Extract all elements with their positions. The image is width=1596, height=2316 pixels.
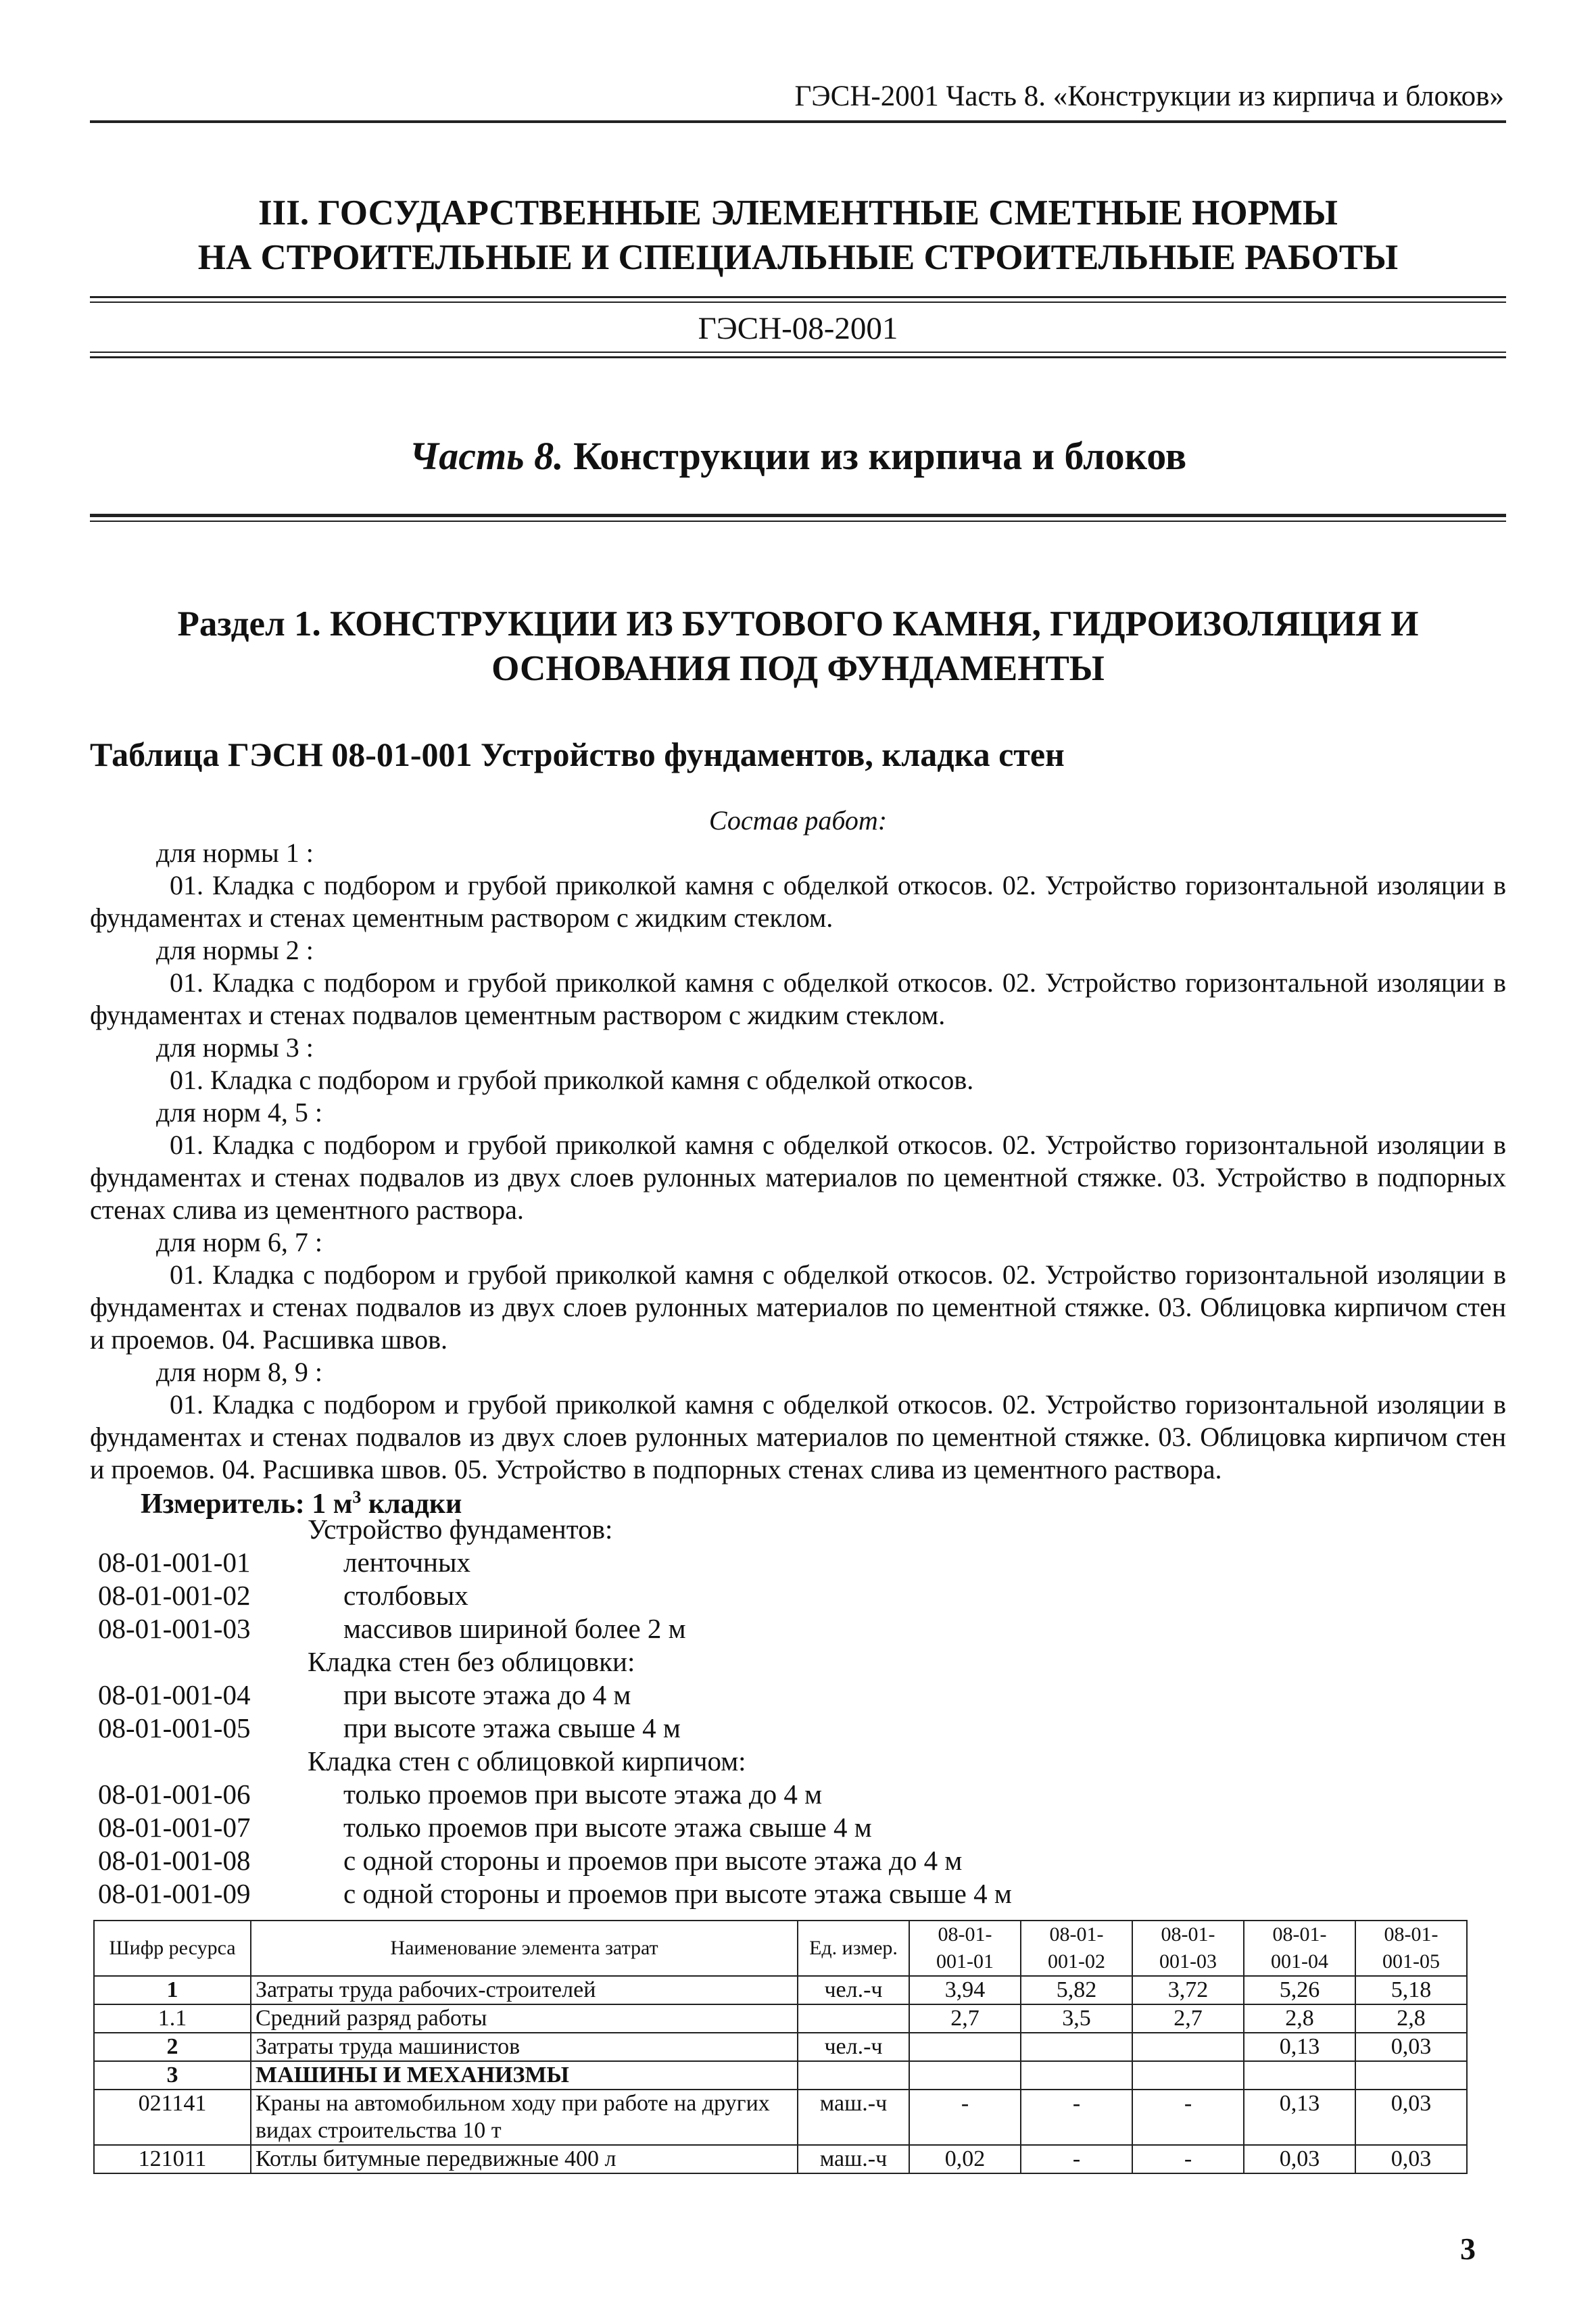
norm-block <box>90 837 1506 934</box>
header-name: Наименование элемента затрат <box>251 1921 798 1976</box>
header-norm-code: 001-03 <box>1159 1950 1217 1973</box>
norm-text: 01. Кладка с подбором и грубой приколкой камня с обделкой откосов. 02. Устройство горизонтальной изоляции в фундаментах и стенах подвалов цементным раствором с жидким стеклом. <box>90 967 1506 1030</box>
value-cell: 3,72 <box>1132 1976 1244 2004</box>
main-title-line-1: III. ГОСУДАРСТВЕННЫЕ ЭЛЕМЕНТНЫЕ СМЕТНЫЕ НОРМЫ <box>258 193 1338 233</box>
resource-name-cell: МАШИНЫ И МЕХАНИЗМЫ <box>251 2061 798 2090</box>
resource-code-cell: 1.1 <box>94 2004 251 2033</box>
measurer-label: Измеритель: <box>141 1489 305 1520</box>
table-row <box>94 2033 1467 2061</box>
resource-name-cell: Затраты труда машинистов <box>251 2033 798 2061</box>
value-cell: 0,03 <box>1355 2090 1467 2145</box>
header-code: Шифр ресурса <box>94 1921 251 1976</box>
norm-name: с одной стороны и проемов при высоте этажа свыше 4 м <box>343 1878 1012 1909</box>
resource-name-cell: Средний разряд работы <box>251 2004 798 2033</box>
measurer-value-main: 1 м <box>312 1489 353 1520</box>
header-norm-code: 08-01- <box>1272 1923 1327 1946</box>
resource-table-body <box>94 1976 1467 2173</box>
divider-rule <box>90 352 1506 353</box>
norm-code: 08-01-001-04 <box>98 1679 251 1710</box>
work-composition <box>90 804 1506 1486</box>
norm-name: массивов шириной более 2 м <box>343 1613 686 1644</box>
norm-item-row <box>98 1745 1450 1778</box>
table-row <box>94 2061 1467 2090</box>
divider-rule <box>90 521 1506 522</box>
value-cell: 5,18 <box>1355 1976 1467 2004</box>
header-rule <box>90 120 1506 123</box>
header-norm-code: 08-01- <box>1384 1923 1438 1946</box>
page-number: 3 <box>1460 2231 1476 2266</box>
header-norm-col <box>1021 1921 1132 1976</box>
norm-item-row <box>98 1844 1450 1877</box>
header-norm-col <box>1355 1921 1467 1976</box>
divider-rule <box>90 514 1506 517</box>
resource-name-cell: Краны на автомобильном ходу при работе на других видах строительства 10 т <box>251 2090 798 2145</box>
norm-name: ленточных <box>343 1547 471 1578</box>
unit-cell <box>798 2004 909 2033</box>
header-norm-col <box>1244 1921 1355 1976</box>
header-norm-code: 001-01 <box>936 1950 994 1973</box>
norm-label: для нормы 1 : <box>156 838 314 868</box>
norm-code: 08-01-001-09 <box>98 1878 251 1909</box>
norm-code: 08-01-001-01 <box>98 1547 251 1578</box>
resource-code-cell: 1 <box>94 1976 251 2004</box>
norm-item-row <box>98 1811 1450 1844</box>
group-heading: Кладка стен без облицовки: <box>308 1646 635 1677</box>
norm-text: 01. Кладка с подбором и грубой приколкой камня с обделкой откосов. 02. Устройство горизонтальной изоляции в фундаментах и стенах цементным раствором с жидким стеклом. <box>90 870 1506 933</box>
norm-text: 01. Кладка с подбором и грубой приколкой камня с обделкой откосов. 02. Устройство горизонтальной изоляции в фундаментах и стенах подвалов из двух слоев рулонных материалов по цементной стяжке. 03. Облицовка кирпичом стен и проемов. 04. Расшивка швов. 05. Устройство в подпорных стенах слива из цементного раствора. <box>90 1389 1506 1485</box>
divider-rule <box>90 301 1506 303</box>
norm-block <box>90 1096 1506 1226</box>
value-cell: 0,03 <box>1355 2033 1467 2061</box>
composition-heading: Состав работ: <box>708 805 888 836</box>
value-cell <box>909 2061 1021 2090</box>
table-title: Таблица ГЭСН 08-01-001 Устройство фундаментов, кладка стен <box>90 735 1065 773</box>
value-cell: - <box>1132 2090 1244 2145</box>
section-title-line-2: ОСНОВАНИЯ ПОД ФУНДАМЕНТЫ <box>491 649 1105 688</box>
part-number: Часть 8. <box>409 434 564 478</box>
value-cell: 5,26 <box>1244 1976 1355 2004</box>
norm-block <box>90 1032 1506 1096</box>
resource-code-cell: 3 <box>94 2061 251 2090</box>
norm-item-row <box>98 1645 1450 1679</box>
norm-item-row <box>98 1712 1450 1745</box>
value-cell: - <box>1021 2090 1132 2145</box>
header-norm-code: 08-01- <box>1161 1923 1215 1946</box>
value-cell: 2,7 <box>1132 2004 1244 2033</box>
unit-cell: чел.-ч <box>798 1976 909 2004</box>
header-norm-code: 08-01- <box>1049 1923 1104 1946</box>
section-title <box>90 602 1506 691</box>
norm-name: только проемов при высоте этажа свыше 4 м <box>343 1812 872 1843</box>
header-norm-code: 08-01- <box>938 1923 992 1946</box>
main-title <box>90 191 1506 280</box>
group-heading: Кладка стен с облицовкой кирпичом: <box>308 1745 746 1777</box>
value-cell: 3,94 <box>909 1976 1021 2004</box>
group-heading: Устройство фундаментов: <box>308 1514 613 1545</box>
value-cell <box>909 2033 1021 2061</box>
resource-code-cell: 021141 <box>94 2090 251 2145</box>
divider-rule <box>90 296 1506 298</box>
norm-item-row <box>98 1513 1450 1546</box>
value-cell: 0,13 <box>1244 2090 1355 2145</box>
norm-block <box>90 1356 1506 1486</box>
value-cell: 2,8 <box>1355 2004 1467 2033</box>
unit-cell: маш.-ч <box>798 2145 909 2173</box>
table-header-row <box>94 1921 1467 1976</box>
norm-label: для норм 4, 5 : <box>156 1097 322 1128</box>
value-cell: - <box>1132 2145 1244 2173</box>
norm-label: для норм 6, 7 : <box>156 1227 322 1257</box>
norm-label: для нормы 3 : <box>156 1032 314 1063</box>
norm-label: для норм 8, 9 : <box>156 1357 322 1387</box>
value-cell: - <box>1021 2145 1132 2173</box>
norm-code: 08-01-001-08 <box>98 1845 251 1876</box>
value-cell: 2,7 <box>909 2004 1021 2033</box>
norm-items-list <box>98 1513 1450 1910</box>
table-row <box>94 2090 1467 2145</box>
norm-block <box>90 1226 1506 1356</box>
norm-item-row <box>98 1679 1450 1712</box>
norm-code: 08-01-001-07 <box>98 1812 251 1843</box>
measurer-value-suffix: кладки <box>361 1489 462 1520</box>
unit-cell: маш.-ч <box>798 2090 909 2145</box>
value-cell <box>1244 2061 1355 2090</box>
header-norm-code: 001-05 <box>1382 1950 1440 1973</box>
value-cell: 3,5 <box>1021 2004 1132 2033</box>
value-cell: 0,03 <box>1244 2145 1355 2173</box>
part-name: Конструкции из кирпича и блоков <box>563 434 1187 478</box>
running-header: ГЭСН-2001 Часть 8. «Конструкции из кирпича и блоков» <box>794 80 1504 112</box>
value-cell: - <box>909 2090 1021 2145</box>
value-cell <box>1355 2061 1467 2090</box>
norm-code: 08-01-001-03 <box>98 1613 251 1644</box>
header-unit: Ед. измер. <box>798 1921 909 1976</box>
norm-name: при высоте этажа до 4 м <box>343 1679 631 1710</box>
header-norm-code: 001-02 <box>1048 1950 1105 1973</box>
norm-code: 08-01-001-02 <box>98 1580 251 1611</box>
norm-name: с одной стороны и проемов при высоте этажа до 4 м <box>343 1845 963 1876</box>
header-norm-col <box>909 1921 1021 1976</box>
norm-text: 01. Кладка с подбором и грубой приколкой камня с обделкой откосов. 02. Устройство горизонтальной изоляции в фундаментах и стенах подвалов из двух слоев рулонных материалов по цементной стяжке. 03. Устройство в подпорных стенах слива из цементного раствора. <box>90 1130 1506 1225</box>
norm-name: столбовых <box>343 1580 468 1611</box>
table-row <box>94 2004 1467 2033</box>
resource-name-cell: Котлы битумные передвижные 400 л <box>251 2145 798 2173</box>
divider-rule <box>90 356 1506 358</box>
norm-item-row <box>98 1579 1450 1612</box>
norm-item-row <box>98 1546 1450 1579</box>
table-row <box>94 1976 1467 2004</box>
part-title <box>90 433 1506 480</box>
norm-text: 01. Кладка с подбором и грубой приколкой камня с обделкой откосов. <box>170 1065 974 1095</box>
unit-cell: чел.-ч <box>798 2033 909 2061</box>
table-row <box>94 2145 1467 2173</box>
measurer-exponent: 3 <box>352 1487 362 1507</box>
resource-table <box>93 1920 1468 2174</box>
unit-cell <box>798 2061 909 2090</box>
value-cell: 0,02 <box>909 2145 1021 2173</box>
norm-label: для нормы 2 : <box>156 935 314 965</box>
value-cell <box>1021 2033 1132 2061</box>
value-cell: 0,03 <box>1355 2145 1467 2173</box>
value-cell: 5,82 <box>1021 1976 1132 2004</box>
norm-code: 08-01-001-06 <box>98 1779 251 1810</box>
norm-code: 08-01-001-05 <box>98 1712 251 1743</box>
header-norm-col <box>1132 1921 1244 1976</box>
norm-block <box>90 934 1506 1032</box>
value-cell: 0,13 <box>1244 2033 1355 2061</box>
norm-name: при высоте этажа свыше 4 м <box>343 1712 681 1743</box>
value-cell <box>1132 2061 1244 2090</box>
resource-code-cell: 2 <box>94 2033 251 2061</box>
norm-name: только проемов при высоте этажа до 4 м <box>343 1779 823 1810</box>
value-cell <box>1021 2061 1132 2090</box>
section-title-line-1: Раздел 1. КОНСТРУКЦИИ ИЗ БУТОВОГО КАМНЯ, ГИДРОИЗОЛЯЦИЯ И <box>177 604 1419 644</box>
resource-code-cell: 121011 <box>94 2145 251 2173</box>
norm-text: 01. Кладка с подбором и грубой приколкой камня с обделкой откосов. 02. Устройство горизонтальной изоляции в фундаментах и стенах подвалов из двух слоев рулонных материалов по цементной стяжке. 03. Облицовка кирпичом стен и проемов. 04. Расшивка швов. <box>90 1259 1506 1355</box>
resource-name-cell: Затраты труда рабочих-строителей <box>251 1976 798 2004</box>
norm-item-row <box>98 1612 1450 1645</box>
norm-item-row <box>98 1877 1450 1910</box>
standard-code: ГЭСН-08-2001 <box>698 311 898 346</box>
value-cell: 2,8 <box>1244 2004 1355 2033</box>
header-norm-code: 001-04 <box>1271 1950 1328 1973</box>
norm-item-row <box>98 1778 1450 1811</box>
main-title-line-2: НА СТРОИТЕЛЬНЫЕ И СПЕЦИАЛЬНЫЕ СТРОИТЕЛЬНЫЕ РАБОТЫ <box>197 238 1399 277</box>
value-cell <box>1132 2033 1244 2061</box>
